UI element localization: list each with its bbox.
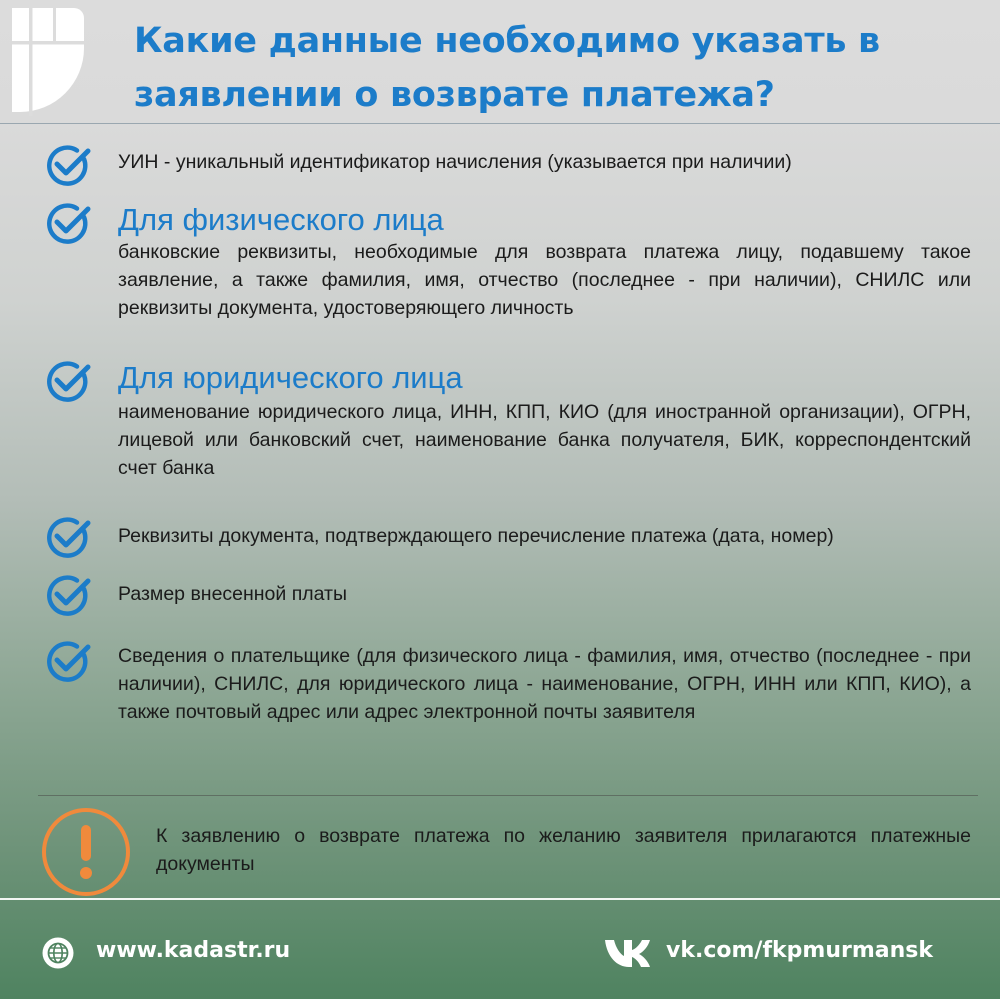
item-text: Реквизиты документа, подтверждающего перечисление платежа (дата, номер): [118, 525, 834, 547]
page-title: Какие данные необходимо указать в заявлении о возврате платежа?: [134, 21, 880, 115]
item-text: банковские реквизиты, необходимые для возврата платежа лицу, подавшему такое заявление, а также фамилия, имя, отчество (последнее - при наличии), СНИЛС или реквизиты документа, удостоверяющего личность: [118, 241, 971, 319]
item-text: наименование юридического лица, ИНН, КПП, КИО (для иностранной организации), ОГРН, лицевой или банковский счет, наименование банка получателя, БИК, корреспондентский счет банка: [118, 401, 971, 479]
item-text: Сведения о плательщике (для физического лица - фамилия, имя, отчество (последнее - при наличии), СНИЛС, для юридического лица - наименование, ОГРН, ИНН или КПП, КИО), а также почтовый адрес или адрес электронной почты заявителя: [118, 645, 971, 723]
check-circle-icon: [44, 200, 92, 248]
logo-icon: [12, 8, 84, 116]
vk-icon: [604, 937, 650, 967]
exclamation-circle-icon: [40, 806, 132, 898]
item-heading: Для юридического лица: [118, 360, 463, 395]
check-circle-icon: [44, 572, 92, 620]
header-divider: [0, 123, 1000, 124]
note-text: К заявлению о возврате платежа по желанию заявителя прилагаются платежные документы: [156, 825, 971, 875]
check-circle-icon: [44, 142, 92, 190]
check-circle-icon: [44, 638, 92, 686]
item-text: Размер внесенной платы: [118, 583, 348, 605]
check-circle-icon: [44, 514, 92, 562]
vk-link[interactable]: vk.com/fkpmurmansk: [666, 938, 933, 963]
section-divider: [38, 795, 978, 796]
globe-icon: [42, 937, 74, 969]
item-text: УИН - уникальный идентификатор начисления (указывается при наличии): [118, 151, 792, 173]
item-heading: Для физического лица: [118, 202, 444, 237]
site-link[interactable]: www.kadastr.ru: [96, 938, 291, 963]
check-circle-icon: [44, 358, 92, 406]
header: [0, 0, 1000, 124]
